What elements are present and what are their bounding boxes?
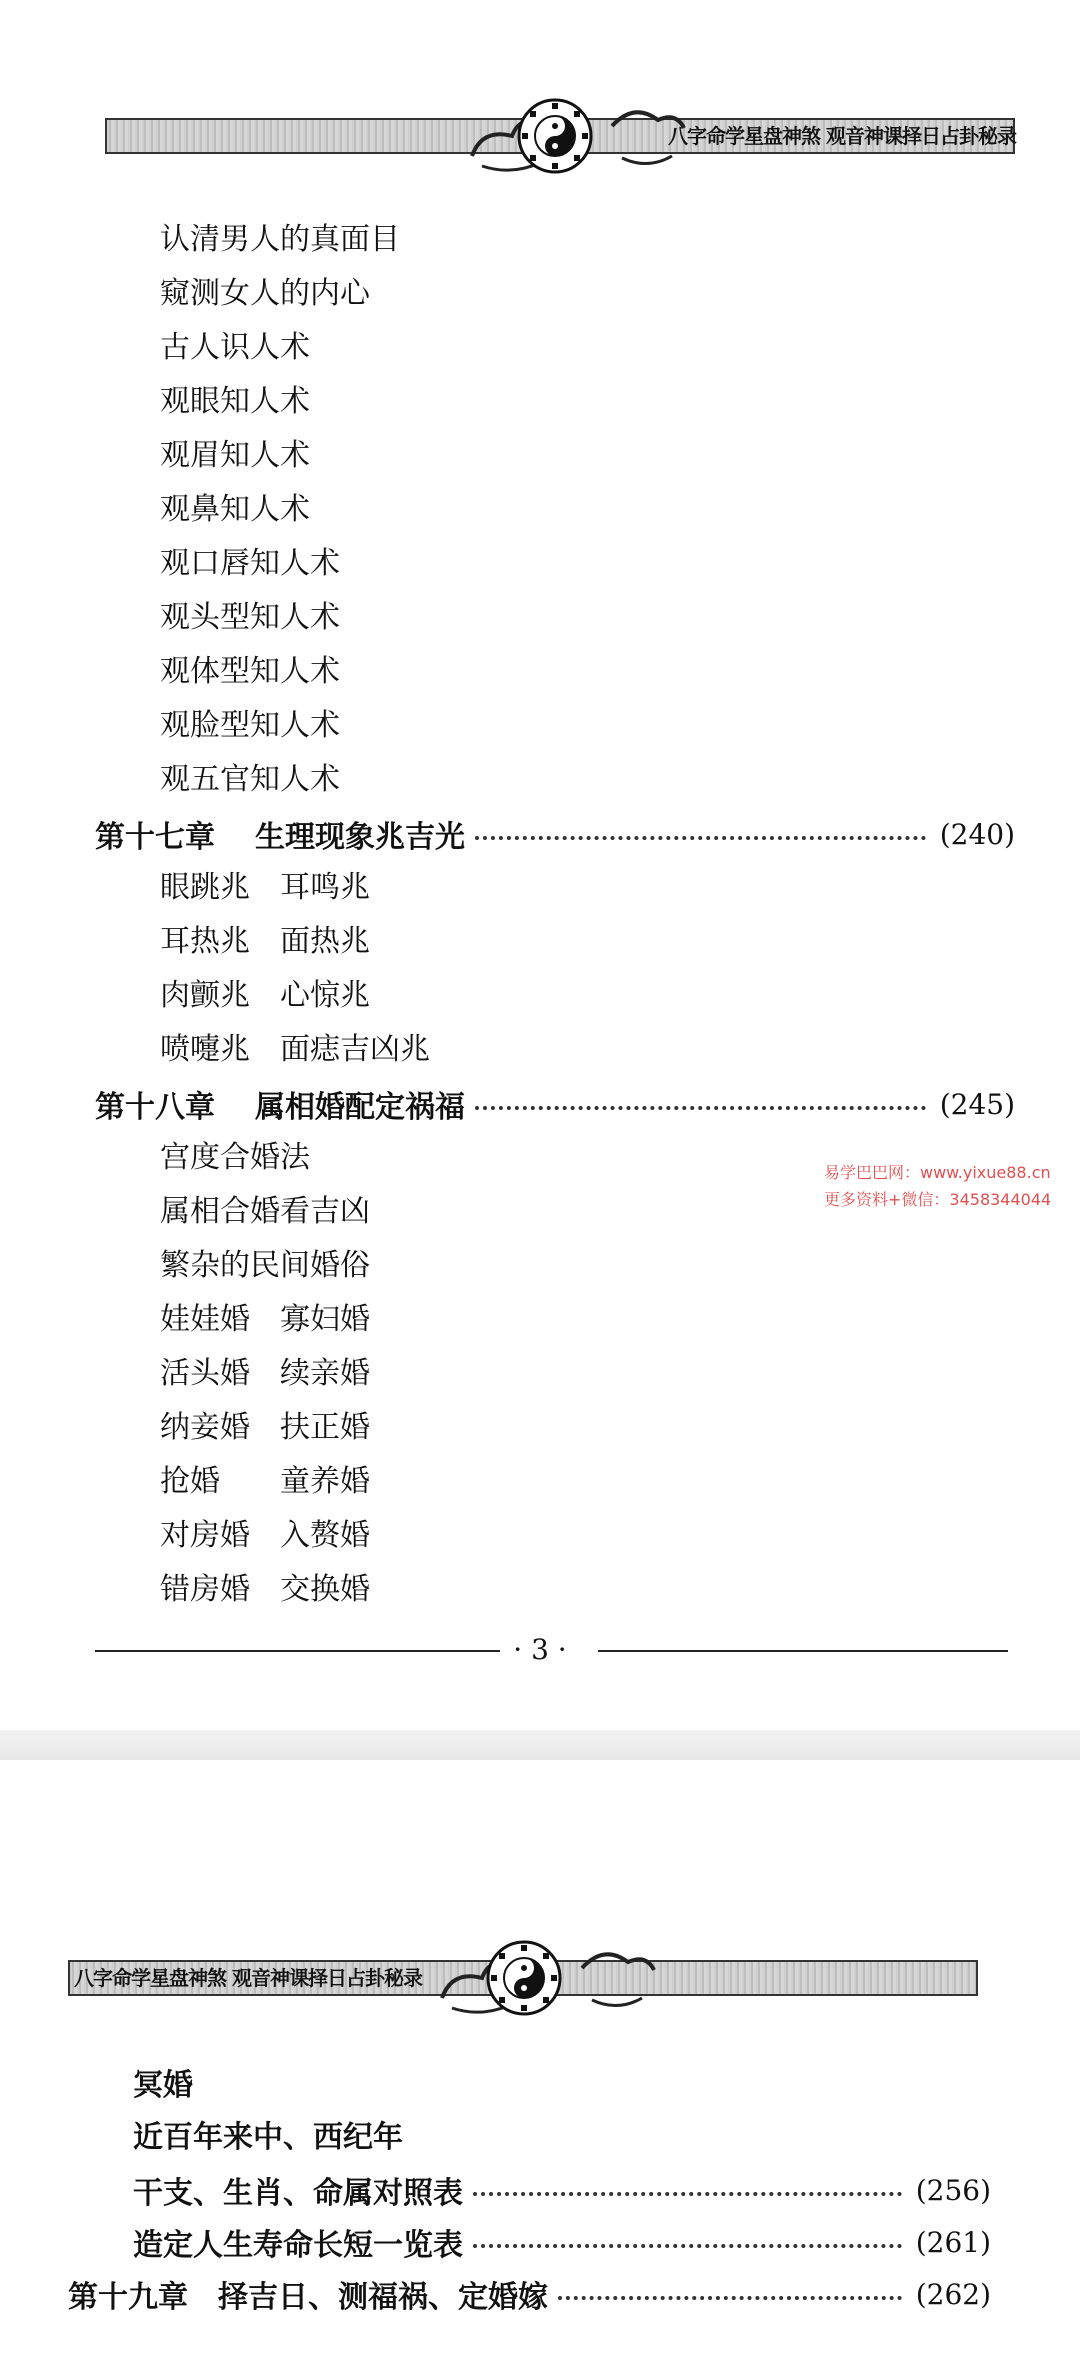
- book-page-2: [0, 1760, 1080, 2374]
- watermark-line-2: 更多资料+微信：3458344044: [824, 1190, 1052, 1209]
- page-separator: [0, 1730, 1080, 1760]
- entry-page: (261): [915, 2225, 991, 2259]
- leader-dots: [475, 836, 926, 840]
- page-number: · 3 ·: [513, 1633, 567, 1666]
- footer-rule-left: [95, 1650, 500, 1652]
- toc-subitem: 认清男人的真面目: [160, 222, 400, 257]
- toc-subitem: 观鼻知人术: [160, 492, 310, 527]
- toc-subitem: 眼跳兆 耳鸣兆: [160, 870, 370, 905]
- toc-subitem: 观头型知人术: [160, 600, 340, 635]
- toc-subitem: 活头婚 续亲婚: [160, 1356, 370, 1391]
- toc-chapter-19: [68, 2274, 991, 2314]
- toc-subitem: 错房婚 交换婚: [160, 1572, 370, 1607]
- toc-subitem: 观五官知人术: [160, 762, 340, 797]
- chapter-title: 生理现象兆吉光: [255, 820, 465, 855]
- toc-subitem: 肉颤兆 心惊兆: [160, 978, 370, 1013]
- toc-subitem: 观口唇知人术: [160, 546, 340, 581]
- toc-subitem: 观眉知人术: [160, 438, 310, 473]
- toc-subitem: 冥婚: [133, 2068, 193, 2103]
- toc-subitem: 观脸型知人术: [160, 708, 340, 743]
- watermark-line-1: 易学巴巴网：www.yixue88.cn: [824, 1163, 1051, 1182]
- header-title: 八字命学星盘神煞 观音神课择日占卦秘录: [74, 1966, 422, 1990]
- toc-entry: [133, 2222, 991, 2262]
- toc-subitem: 繁杂的民间婚俗: [160, 1248, 370, 1283]
- toc-chapter-17: [95, 814, 1015, 854]
- toc-subitem: 窥测女人的内心: [160, 276, 370, 311]
- chapter-number: 第十九章: [68, 2280, 188, 2315]
- toc-subitem: 耳热兆 面热兆: [160, 924, 370, 959]
- chapter-page: (262): [915, 2277, 991, 2311]
- entry-title: 干支、生肖、命属对照表: [133, 2176, 463, 2211]
- yin-yang-emblem-icon: [486, 1940, 562, 2016]
- toc-subitem: 近百年来中、西纪年: [133, 2120, 403, 2155]
- toc-subitem: 喷嚏兆 面痣吉凶兆: [160, 1032, 430, 1067]
- leader-dots: [475, 1106, 926, 1110]
- chapter-number: 第十七章: [95, 820, 215, 855]
- footer-rule-right: [598, 1650, 1008, 1652]
- chapter-title: 择吉日、测福祸、定婚嫁: [218, 2280, 548, 2315]
- toc-subitem: 观体型知人术: [160, 654, 340, 689]
- toc-subitem: 对房婚 入赘婚: [160, 1518, 370, 1553]
- toc-chapter-18: [95, 1084, 1015, 1124]
- toc-subitem: 观眼知人术: [160, 384, 310, 419]
- toc-subitem: 属相合婚看吉凶: [160, 1194, 370, 1229]
- toc-subitem: 宫度合婚法: [160, 1140, 310, 1175]
- toc-subitem: 纳妾婚 扶正婚: [160, 1410, 370, 1445]
- toc-subitem: 抢婚 童养婚: [160, 1464, 370, 1499]
- toc-subitem: 古人识人术: [160, 330, 310, 365]
- leader-dots: [473, 2244, 902, 2248]
- leader-dots: [473, 2192, 902, 2196]
- header-title: 八字命学星盘神煞 观音神课择日占卦秘录: [668, 124, 1016, 148]
- chapter-page: (240): [939, 817, 1015, 851]
- entry-page: (256): [915, 2173, 991, 2207]
- yin-yang-emblem-icon: [517, 98, 593, 174]
- chapter-number: 第十八章: [95, 1090, 215, 1125]
- toc-subitem: 娃娃婚 寡妇婚: [160, 1302, 370, 1337]
- chapter-page: (245): [939, 1087, 1015, 1121]
- chapter-title: 属相婚配定祸福: [255, 1090, 465, 1125]
- leader-dots: [558, 2296, 902, 2300]
- entry-title: 造定人生寿命长短一览表: [133, 2228, 463, 2263]
- toc-entry: [133, 2170, 991, 2210]
